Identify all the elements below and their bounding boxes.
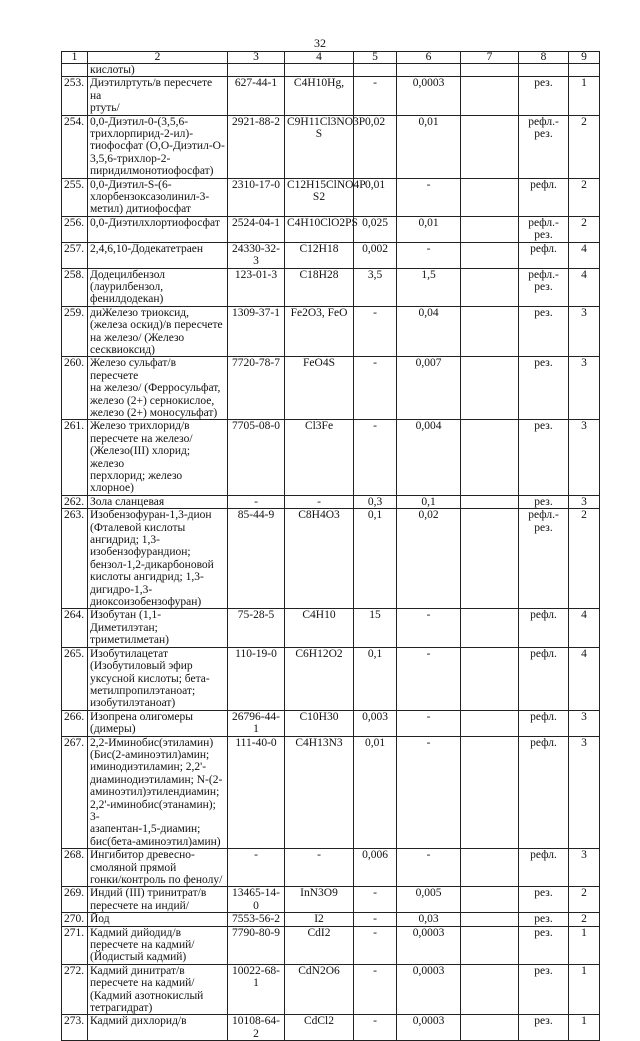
effect-mode: рез. (519, 913, 569, 926)
cas-number: 7720-78-7 (228, 357, 285, 420)
cas-number: 2524-04-1 (228, 216, 285, 242)
effect-mode: рефл. (519, 647, 569, 710)
table-row (62, 306, 600, 357)
hazard-class: 1 (569, 1015, 600, 1041)
cas-number: 2310-17-0 (228, 178, 285, 216)
table-row (62, 736, 600, 849)
value-col-7 (461, 849, 519, 887)
table-row (62, 268, 600, 306)
chemical-formula: Fe2O3, FeO (285, 306, 354, 357)
column-header: 1 (62, 52, 88, 64)
substance-name: 0,0-Диэтил-S-(6- хлорбензоксазолинил-3- метил) дитиофосфат (88, 178, 228, 216)
value-col-6: 0,03 (397, 913, 461, 926)
hazard-class: 3 (569, 357, 600, 420)
effect-mode: рез. (519, 357, 569, 420)
hazard-class: 3 (569, 849, 600, 887)
value-col-6: 0,004 (397, 420, 461, 495)
hazard-class: 3 (569, 495, 600, 508)
substance-name: Ингибитор древесно- смоляной прямой гонки/контроль по фенолу/ (88, 849, 228, 887)
table-row (62, 509, 600, 609)
value-col-6: 0,0003 (397, 926, 461, 964)
value-col-7 (461, 495, 519, 508)
hazard-class: 4 (569, 242, 600, 268)
effect-mode: рез. (519, 306, 569, 357)
table-row (62, 216, 600, 242)
cas-number: 13465-14-0 (228, 887, 285, 913)
effect-mode: рез. (519, 77, 569, 115)
hazard-class: 4 (569, 609, 600, 647)
value-col-5: - (354, 306, 397, 357)
value-col-6: 0,0003 (397, 964, 461, 1015)
row-number: 254. (62, 115, 88, 178)
value-col-6 (397, 64, 461, 77)
value-col-5 (354, 64, 397, 77)
value-col-5: 0,1 (354, 509, 397, 609)
substance-name: 2,2-Иминобис(этиламин) (Бис(2-аминоэтил)амин; иминодиэтиламин; 2,2'- диаминодиэтиламин; N-(2- аминоэтил)этилендиамин; 2,2'-иминобис(этанамин); 3- азапентан-1,5-диамин; бис(бета-аминоэтил)амин) (88, 736, 228, 849)
value-col-6: 0,01 (397, 115, 461, 178)
value-col-6: 0,0003 (397, 1015, 461, 1041)
row-number: 253. (62, 77, 88, 115)
value-col-7 (461, 178, 519, 216)
table-row (62, 77, 600, 115)
value-col-6: - (397, 710, 461, 736)
cas-number: - (228, 495, 285, 508)
value-col-7 (461, 64, 519, 77)
value-col-7 (461, 216, 519, 242)
table-row (62, 357, 600, 420)
hazard-class: 2 (569, 216, 600, 242)
chemical-formula: I2 (285, 913, 354, 926)
value-col-6: - (397, 609, 461, 647)
substance-name: Изобутилацетат (Изобутиловый эфир уксусной кислоты; бета- метилпропилэтаноат; изобутилэтаноат) (88, 647, 228, 710)
row-number: 261. (62, 420, 88, 495)
effect-mode: рез. (519, 495, 569, 508)
row-number: 264. (62, 609, 88, 647)
cas-number: 85-44-9 (228, 509, 285, 609)
table-row (62, 609, 600, 647)
value-col-5: 0,025 (354, 216, 397, 242)
table-row (62, 913, 600, 926)
row-number: 263. (62, 509, 88, 609)
table-row (62, 647, 600, 710)
chemical-formula: InN3O9 (285, 887, 354, 913)
substance-name: Изопрена олигомеры (димеры) (88, 710, 228, 736)
effect-mode: рез. (519, 964, 569, 1015)
chemical-formula: CdI2 (285, 926, 354, 964)
table-row (62, 964, 600, 1015)
table-row (62, 420, 600, 495)
cas-number: 26796-44-1 (228, 710, 285, 736)
chemical-formula: C4H13N3 (285, 736, 354, 849)
substance-name: Кадмий дийодид/в пересчете на кадмий/ (Йодистый кадмий) (88, 926, 228, 964)
effect-mode: рефл. (519, 736, 569, 849)
substance-name: Диэтилртуть/в пересчете на ртуть/ (88, 77, 228, 115)
hazard-class: 2 (569, 178, 600, 216)
cas-number: 7705-08-0 (228, 420, 285, 495)
cas-number: 24330-32-3 (228, 242, 285, 268)
row-number: 273. (62, 1015, 88, 1041)
substance-name: 0,0-Диэтилхлортиофосфат (88, 216, 228, 242)
row-number: 262. (62, 495, 88, 508)
value-col-7 (461, 647, 519, 710)
value-col-5: - (354, 887, 397, 913)
table-row (62, 115, 600, 178)
hazard-class: 1 (569, 964, 600, 1015)
value-col-6: 0,007 (397, 357, 461, 420)
value-col-6: - (397, 736, 461, 849)
value-col-6: - (397, 178, 461, 216)
value-col-5: 0,02 (354, 115, 397, 178)
page-number: 32 (314, 36, 326, 50)
row-number: 272. (62, 964, 88, 1015)
substance-name: Железо трихлорид/в пересчете на железо/ (Железо(III) хлорид; железо перхлорид; железо хлорное) (88, 420, 228, 495)
substance-name: Йод (88, 913, 228, 926)
row-number: 257. (62, 242, 88, 268)
value-col-7 (461, 1015, 519, 1041)
effect-mode: рефл. (519, 710, 569, 736)
column-header: 4 (285, 52, 354, 64)
chemical-formula: C4H10Hg, (285, 77, 354, 115)
value-col-7 (461, 964, 519, 1015)
column-header: 8 (519, 52, 569, 64)
hazard-class: 2 (569, 115, 600, 178)
table-row (62, 495, 600, 508)
hazard-class: 3 (569, 306, 600, 357)
value-col-7 (461, 926, 519, 964)
row-number: 260. (62, 357, 88, 420)
cas-number: 111-40-0 (228, 736, 285, 849)
value-col-7 (461, 609, 519, 647)
effect-mode: рефл.-рез. (519, 268, 569, 306)
chemical-formula: - (285, 495, 354, 508)
value-col-7 (461, 242, 519, 268)
effect-mode: рез. (519, 1015, 569, 1041)
effect-mode: рефл.-рез. (519, 115, 569, 178)
value-col-6: - (397, 849, 461, 887)
value-col-7 (461, 913, 519, 926)
value-col-7 (461, 420, 519, 495)
table-body (62, 64, 600, 1041)
chemical-formula: C12H15ClNO4P S2 (285, 178, 354, 216)
row-number: 256. (62, 216, 88, 242)
cas-number: 110-19-0 (228, 647, 285, 710)
value-col-7 (461, 306, 519, 357)
substance-name: Кадмий динитрат/в пересчете на кадмий/ (Кадмий азотнокислый тетрагидрат) (88, 964, 228, 1015)
table-row (62, 178, 600, 216)
effect-mode: рефл. (519, 609, 569, 647)
substances-table (61, 51, 600, 1041)
table-row (62, 849, 600, 887)
table-row (62, 64, 600, 77)
value-col-5: - (354, 964, 397, 1015)
value-col-6: 0,04 (397, 306, 461, 357)
chemical-formula: Cl3Fe (285, 420, 354, 495)
value-col-6: - (397, 242, 461, 268)
hazard-class: 2 (569, 913, 600, 926)
chemical-formula: FeO4S (285, 357, 354, 420)
chemical-formula: C4H10ClO2PS (285, 216, 354, 242)
chemical-formula (285, 64, 354, 77)
chemical-formula: C9H11Cl3NO3P S (285, 115, 354, 178)
effect-mode: рез. (519, 887, 569, 913)
value-col-5: 0,006 (354, 849, 397, 887)
row-number: 270. (62, 913, 88, 926)
value-col-5: - (354, 420, 397, 495)
value-col-7 (461, 509, 519, 609)
value-col-5: - (354, 1015, 397, 1041)
table-row (62, 887, 600, 913)
column-header: 6 (397, 52, 461, 64)
effect-mode: рефл. (519, 242, 569, 268)
hazard-class: 2 (569, 887, 600, 913)
value-col-7 (461, 736, 519, 849)
cas-number: 7790-80-9 (228, 926, 285, 964)
column-header: 5 (354, 52, 397, 64)
value-col-6: 0,1 (397, 495, 461, 508)
row-number: 267. (62, 736, 88, 849)
substance-name: Изобутан (1,1-Диметилэтан; триметилметан) (88, 609, 228, 647)
table-row (62, 710, 600, 736)
chemical-formula: - (285, 849, 354, 887)
substance-name: кислоты) (88, 64, 228, 77)
value-col-7 (461, 115, 519, 178)
column-header: 9 (569, 52, 600, 64)
effect-mode: рез. (519, 926, 569, 964)
row-number: 258. (62, 268, 88, 306)
value-col-5: 0,002 (354, 242, 397, 268)
effect-mode: рефл. (519, 178, 569, 216)
value-col-6: - (397, 647, 461, 710)
cas-number: 627-44-1 (228, 77, 285, 115)
hazard-class: 3 (569, 710, 600, 736)
chemical-formula: C4H10 (285, 609, 354, 647)
chemical-formula: CdCl2 (285, 1015, 354, 1041)
value-col-5: 15 (354, 609, 397, 647)
value-col-6: 0,02 (397, 509, 461, 609)
cas-number: 10108-64-2 (228, 1015, 285, 1041)
hazard-class: 3 (569, 420, 600, 495)
hazard-class: 1 (569, 77, 600, 115)
value-col-7 (461, 887, 519, 913)
hazard-class: 4 (569, 647, 600, 710)
hazard-class: 2 (569, 509, 600, 609)
chemical-formula: C6H12O2 (285, 647, 354, 710)
value-col-6: 1,5 (397, 268, 461, 306)
row-number: 266. (62, 710, 88, 736)
value-col-5: 0,01 (354, 736, 397, 849)
column-header: 3 (228, 52, 285, 64)
substance-name: 0,0-Диэтил-0-(3,5,6- трихлорпирид-2-ил)- тиофосфат (О,О-Диэтил-О- 3,5,6-трихлор-2- пиридилмонотиофосфат) (88, 115, 228, 178)
column-header: 7 (461, 52, 519, 64)
value-col-5: - (354, 913, 397, 926)
substance-name: Додецилбензол (лаурилбензол, фенилдодекан) (88, 268, 228, 306)
value-col-5: - (354, 357, 397, 420)
value-col-7 (461, 77, 519, 115)
value-col-7 (461, 268, 519, 306)
column-header: 2 (88, 52, 228, 64)
value-col-5: - (354, 77, 397, 115)
cas-number: 10022-68-1 (228, 964, 285, 1015)
value-col-5: 0,003 (354, 710, 397, 736)
cas-number (228, 64, 285, 77)
value-col-5: 0,01 (354, 178, 397, 216)
effect-mode: рефл.-рез. (519, 216, 569, 242)
table-row (62, 926, 600, 964)
hazard-class: 3 (569, 736, 600, 849)
cas-number: 7553-56-2 (228, 913, 285, 926)
chemical-formula: C8H4O3 (285, 509, 354, 609)
effect-mode: рефл.-рез. (519, 509, 569, 609)
chemical-formula: C12H18 (285, 242, 354, 268)
cas-number: - (228, 849, 285, 887)
row-number: 259. (62, 306, 88, 357)
effect-mode: рефл. (519, 849, 569, 887)
row-number: 269. (62, 887, 88, 913)
substance-name: Кадмий дихлорид/в (88, 1015, 228, 1041)
value-col-6: 0,005 (397, 887, 461, 913)
cas-number: 123-01-3 (228, 268, 285, 306)
hazard-class (569, 64, 600, 77)
effect-mode: рез. (519, 420, 569, 495)
chemical-formula: C18H28 (285, 268, 354, 306)
row-number: 271. (62, 926, 88, 964)
value-col-5: 3,5 (354, 268, 397, 306)
value-col-5: - (354, 926, 397, 964)
row-number (62, 64, 88, 77)
chemical-formula: C10H30 (285, 710, 354, 736)
value-col-6: 0,0003 (397, 77, 461, 115)
substance-name: Зола сланцевая (88, 495, 228, 508)
row-number: 265. (62, 647, 88, 710)
value-col-7 (461, 710, 519, 736)
column-number-row (62, 52, 600, 64)
value-col-5: 0,3 (354, 495, 397, 508)
table-row (62, 242, 600, 268)
cas-number: 1309-37-1 (228, 306, 285, 357)
substance-name: Изобензофуран-1,3-дион (Фталевой кислоты ангидрид; 1,3- изобензофурандион; бензол-1,2-дикарбоновой кислоты ангидрид; 1,3- дигидро-1,3- диоксоизобензофуран) (88, 509, 228, 609)
value-col-5: 0,1 (354, 647, 397, 710)
row-number: 268. (62, 849, 88, 887)
substance-name: диЖелезо триоксид, (железа оскид)/в пересчете на железо/ (Железо сесквиоксид) (88, 306, 228, 357)
value-col-6: 0,01 (397, 216, 461, 242)
substance-name: Индий (III) тринитрат/в пересчете на индий/ (88, 887, 228, 913)
hazard-class: 4 (569, 268, 600, 306)
hazard-class: 1 (569, 926, 600, 964)
value-col-7 (461, 357, 519, 420)
table-row (62, 1015, 600, 1041)
effect-mode (519, 64, 569, 77)
substance-name: Железо сульфат/в пересчете на железо/ (Ферросульфат, железо (2+) сернокислое, железо (2+) моносульфат) (88, 357, 228, 420)
cas-number: 75-28-5 (228, 609, 285, 647)
substance-name: 2,4,6,10-Додекатетраен (88, 242, 228, 268)
cas-number: 2921-88-2 (228, 115, 285, 178)
chemical-formula: CdN2O6 (285, 964, 354, 1015)
row-number: 255. (62, 178, 88, 216)
